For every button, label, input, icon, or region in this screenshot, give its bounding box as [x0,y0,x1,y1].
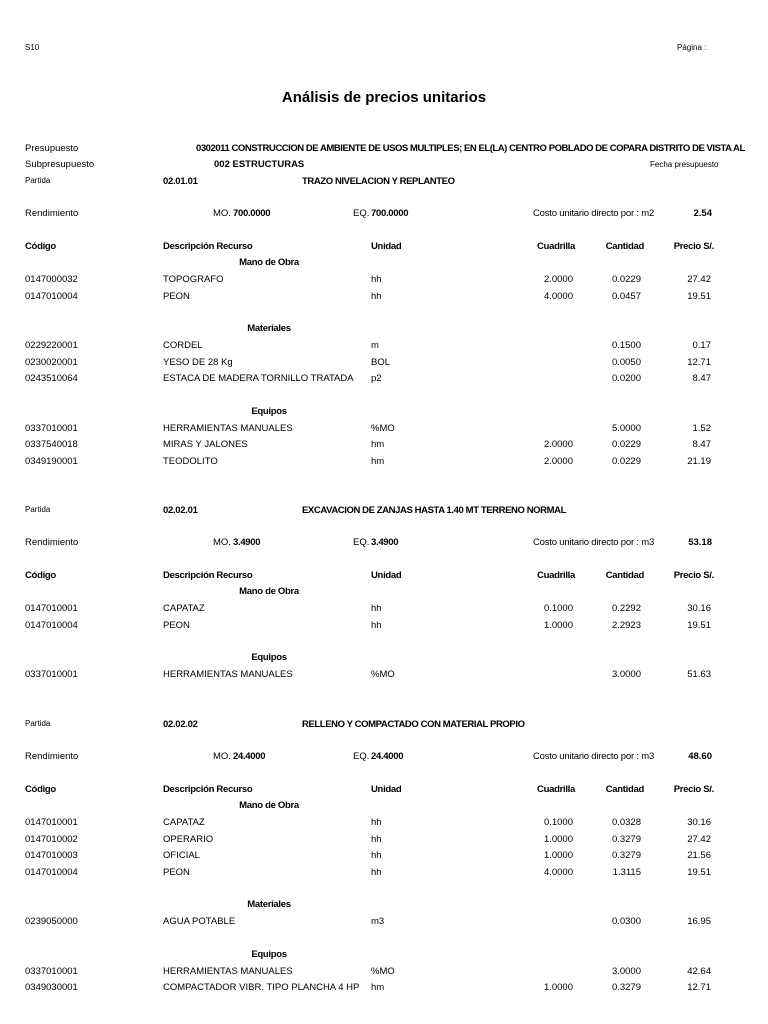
resource-cantidad: 3.0000 [611,965,641,977]
mo-value: 700.0000 [233,208,271,219]
resource-unit: hh [371,290,382,302]
resource-description: COMPACTADOR VIBR. TIPO PLANCHA 4 HP [163,982,360,993]
costo-label: Costo unitario directo por : m3 [533,537,655,548]
resource-cuadrilla: 1.0000 [543,850,573,861]
mo-value: 3.4900 [233,537,261,548]
resource-code: 0337010001 [25,965,78,977]
mo-label: MO. [213,537,231,548]
resource-description: HERRAMIENTAS MANUALES [163,669,293,680]
subpresupuesto-value: 002 ESTRUCTURAS [214,159,305,170]
partida-code: 02.01.01 [163,176,198,187]
resource-precio: 27.42 [687,274,711,285]
resource-description: PEON [163,290,190,302]
resource-description: CAPATAZ [163,603,205,614]
resource-description: TEODOLITO [163,455,218,467]
resource-cantidad: 0.0457 [611,290,641,302]
resource-description: PEON [163,866,190,878]
resource-cantidad: 0.2292 [611,603,641,614]
col-header-unidad: Unidad [371,784,402,795]
resource-cantidad: 0.3279 [611,982,641,993]
page-label: Página : [677,43,707,52]
resource-unit: hh [371,833,382,845]
costo-label: Costo unitario directo por : m2 [533,208,655,219]
resource-precio: 51.63 [687,669,711,680]
resource-precio: 19.51 [687,619,711,631]
costo-value: 2.54 [693,208,712,219]
costo-value: 48.60 [688,751,712,762]
mo-value: 24.4000 [233,751,266,762]
partida-name: TRAZO NIVELACION Y REPLANTEO [302,176,455,187]
resource-precio: 8.47 [692,373,711,384]
resource-code: 0337010001 [25,422,78,434]
resource-unit: m [371,340,379,351]
col-header-descripcion: Descripción Recurso [163,241,253,252]
resource-precio: 21.19 [687,455,711,467]
resource-cantidad: 0.0200 [611,373,641,384]
eq-label: EQ. [353,751,370,762]
page-title: Análisis de precios unitarios [281,89,487,106]
resource-code: 0147010001 [25,603,78,614]
resource-code: 0147010001 [25,817,78,828]
partida-label: Partida [25,719,51,728]
resource-precio: 21.56 [687,850,711,861]
col-header-cantidad: Cantidad [605,241,644,252]
resource-unit: hm [371,982,385,993]
rendimiento-label: Rendimiento [25,751,79,762]
resource-code: 0349030001 [25,982,78,993]
system-label: S10 [25,43,40,52]
resource-cantidad: 0.3279 [611,850,641,861]
resource-cuadrilla: 0.1000 [543,817,573,828]
rendimiento-label: Rendimiento [25,208,79,219]
eq-value: 24.4000 [371,751,404,762]
subpresupuesto-label: Subpresupuesto [25,159,95,170]
group-title: Materiales [247,899,291,910]
resource-cuadrilla: 2.0000 [543,274,573,285]
col-header-cuadrilla: Cuadrilla [537,784,575,795]
resource-precio: 8.47 [692,439,711,450]
group-title: Mano de Obra [239,257,299,268]
resource-code: 0337010001 [25,669,78,680]
partida-name: EXCAVACION DE ZANJAS HASTA 1.40 MT TERRENO NORMAL [302,505,567,516]
partida-code: 02.02.02 [163,719,198,730]
col-header-cantidad: Cantidad [605,784,644,795]
resource-cantidad: 0.0050 [611,356,641,368]
col-header-cantidad: Cantidad [605,570,644,581]
resource-precio: 12.71 [687,982,711,993]
resource-cuadrilla: 2.0000 [543,455,573,467]
resource-description: AGUA POTABLE [163,916,236,927]
col-header-precio: Precio S/. [673,570,714,581]
col-header-precio: Precio S/. [673,241,714,252]
partida-label: Partida [25,176,51,185]
col-header-descripcion: Descripción Recurso [163,784,253,795]
fecha-presupuesto-label: Fecha presupuesto [650,160,719,169]
resource-cuadrilla: 1.0000 [543,833,573,845]
resource-precio: 30.16 [687,603,711,614]
group-title: Equipos [251,405,287,417]
resource-precio: 27.42 [687,833,711,845]
eq-label: EQ. [353,537,370,548]
partida-name: RELLENO Y COMPACTADO CON MATERIAL PROPIO [302,719,525,730]
resource-description: PEON [163,619,190,631]
resource-precio: 19.51 [687,866,711,878]
resource-cuadrilla: 2.0000 [543,439,573,450]
resource-unit: %MO [371,422,395,434]
eq-value: 3.4900 [371,537,399,548]
resource-unit: %MO [371,965,395,977]
resource-precio: 30.16 [687,817,711,828]
resource-description: ESTACA DE MADERA TORNILLO TRATADA [163,373,354,384]
eq-label: EQ. [353,208,370,219]
resource-precio: 42.64 [687,965,711,977]
resource-cantidad: 2.2923 [611,619,641,631]
resource-code: 0147010004 [25,866,78,878]
resource-code: 0239050000 [25,916,78,927]
resource-description: MIRAS Y JALONES [163,439,248,450]
resource-code: 0230020001 [25,356,78,368]
resource-code: 0337540018 [25,439,78,450]
resource-unit: p2 [371,373,382,384]
resource-code: 0229220001 [25,340,78,351]
resource-description: TOPOGRAFO [163,274,224,285]
resource-code: 0147010004 [25,290,78,302]
group-title: Equipos [251,948,287,960]
col-header-codigo: Código [25,241,56,252]
partida-label: Partida [25,505,51,514]
resource-precio: 1.52 [692,422,711,434]
col-header-cuadrilla: Cuadrilla [537,241,575,252]
resource-unit: hm [371,439,385,450]
col-header-codigo: Código [25,784,56,795]
costo-value: 53.18 [688,537,712,548]
resource-code: 0243510064 [25,373,78,384]
col-header-cuadrilla: Cuadrilla [537,570,575,581]
partida-code: 02.02.01 [163,505,198,516]
resource-description: OFICIAL [163,850,200,861]
resource-cantidad: 0.0229 [611,274,641,285]
resource-precio: 0.17 [692,340,711,351]
resource-code: 0147010003 [25,850,78,861]
eq-value: 700.0000 [371,208,409,219]
resource-cantidad: 0.3279 [611,833,641,845]
resource-unit: hh [371,274,382,285]
resource-description: HERRAMIENTAS MANUALES [163,965,293,977]
resource-description: CAPATAZ [163,817,205,828]
resource-cuadrilla: 4.0000 [543,866,573,878]
resource-cuadrilla: 1.0000 [543,619,573,631]
resource-unit: hh [371,850,382,861]
resource-code: 0147000032 [25,274,78,285]
resource-unit: hm [371,455,385,467]
resource-unit: %MO [371,669,395,680]
resource-code: 0147010002 [25,833,78,845]
col-header-descripcion: Descripción Recurso [163,570,253,581]
col-header-codigo: Código [25,570,56,581]
group-title: Equipos [251,652,287,663]
resource-cuadrilla: 0.1000 [543,603,573,614]
resource-cuadrilla: 1.0000 [543,982,573,993]
resource-unit: hh [371,603,382,614]
resource-unit: hh [371,619,382,631]
presupuesto-label: Presupuesto [25,143,79,154]
resource-unit: BOL [371,356,391,368]
resource-description: CORDEL [163,340,203,351]
mo-label: MO. [213,751,231,762]
resource-description: YESO DE 28 Kg [163,356,233,368]
presupuesto-value: 0302011 CONSTRUCCION DE AMBIENTE DE USOS MULTIPLES; EN EL(LA) CENTRO POBLADO DE COPARA DISTRITO DE VISTA AL [196,143,745,154]
resource-description: OPERARIO [163,833,214,845]
resource-unit: m3 [371,916,385,927]
resource-cantidad: 5.0000 [611,422,641,434]
mo-label: MO. [213,208,231,219]
rendimiento-label: Rendimiento [25,537,79,548]
resource-code: 0349190001 [25,455,78,467]
resource-code: 0147010004 [25,619,78,631]
resource-precio: 12.71 [687,356,711,368]
resource-cantidad: 0.0229 [611,455,641,467]
col-header-unidad: Unidad [371,241,402,252]
col-header-precio: Precio S/. [673,784,714,795]
group-title: Mano de Obra [239,800,299,811]
resource-cantidad: 0.1500 [611,340,641,351]
resource-precio: 16.95 [687,916,711,927]
resource-cantidad: 0.0300 [611,916,641,927]
resource-unit: hh [371,866,382,878]
resource-cantidad: 0.0229 [611,439,641,450]
resource-cantidad: 3.0000 [611,669,641,680]
resource-cuadrilla: 4.0000 [543,290,573,302]
col-header-unidad: Unidad [371,570,402,581]
resource-precio: 19.51 [687,290,711,302]
group-title: Materiales [247,323,291,334]
resource-cantidad: 1.3115 [612,866,641,878]
group-title: Mano de Obra [239,586,299,597]
resource-description: HERRAMIENTAS MANUALES [163,422,293,434]
costo-label: Costo unitario directo por : m3 [533,751,655,762]
resource-unit: hh [371,817,382,828]
resource-cantidad: 0.0328 [611,817,641,828]
